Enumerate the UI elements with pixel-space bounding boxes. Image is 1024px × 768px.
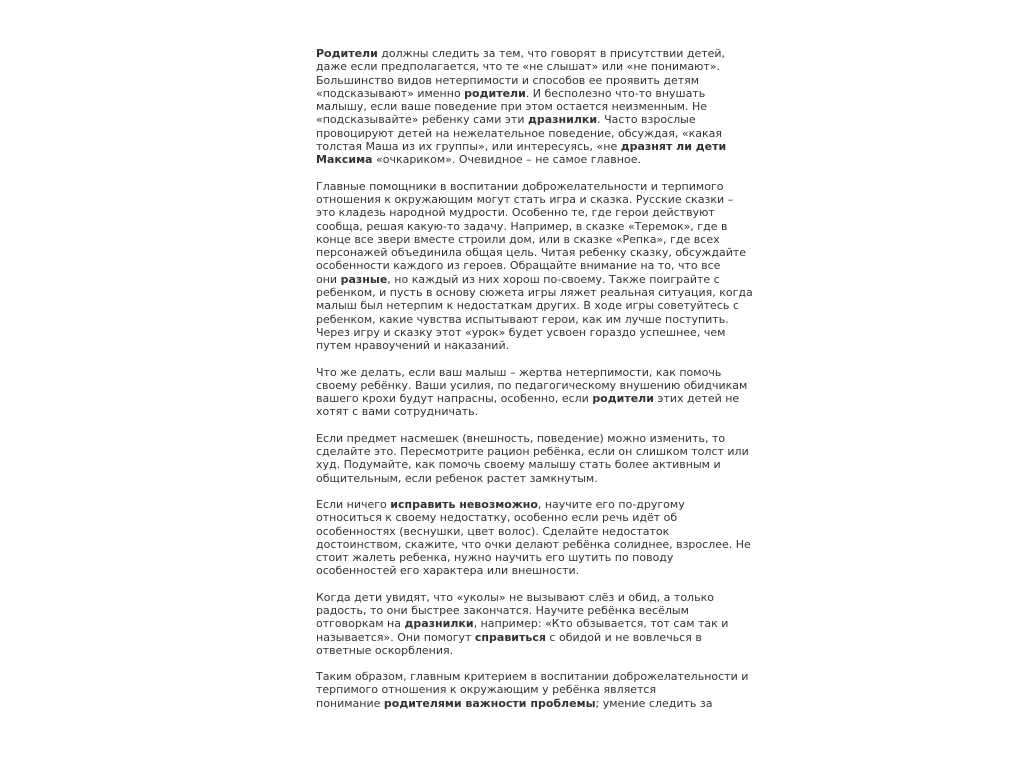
- text-line: [316, 246, 752, 259]
- text-run: путем нравоучений и наказаний.: [316, 339, 510, 353]
- text-line: [316, 498, 752, 511]
- paragraph: [316, 591, 752, 657]
- text-line: [316, 405, 752, 418]
- text-run: особенности каждого из героев. Обращайте внимание на то, что все: [316, 259, 721, 273]
- text-run: сделайте это. Пересмотрите рацион ребёнка, если он слишком толст или: [316, 445, 749, 459]
- text-run: вашего крохи будут напрасны, особенно, если: [316, 392, 593, 406]
- text-line: [316, 153, 752, 166]
- text-line: [316, 525, 752, 538]
- paragraph: [316, 432, 752, 485]
- text-line: [316, 472, 752, 485]
- text-line: [316, 180, 752, 193]
- text-line: [316, 286, 752, 299]
- text-run: понимание: [316, 696, 384, 710]
- text-line: [316, 617, 752, 630]
- text-run: Через игру и сказку этот «урок» будет усвоен гораздо успешнее, чем: [316, 325, 726, 339]
- text-run: особенностях (веснушки, цвет волос). Сделайте недостаток: [316, 524, 670, 538]
- text-run: терпимого отношения к окружающим у ребёнка является: [316, 683, 657, 697]
- text-line: [316, 140, 752, 153]
- text-run: худ. Подумайте, как помочь своему малышу стать более активным и: [316, 458, 721, 472]
- paragraph: [316, 180, 752, 353]
- text-run: Когда дети увидят, что «уколы» не вызывают слёз и обид, а только: [316, 590, 714, 604]
- paragraph: [316, 47, 752, 167]
- text-run: этих детей не: [653, 392, 740, 406]
- text-run: особенностей его характера или внешности.: [316, 564, 580, 578]
- text-run: Таким образом, главным критерием в воспитании доброжелательности и: [316, 670, 749, 684]
- text-line: [316, 379, 752, 392]
- text-run: хотят с вами сотрудничать.: [316, 405, 479, 419]
- bold-text-run: дразнилки: [404, 617, 474, 631]
- text-run: ребенком, какие чувства испытывают герои, как им лучше поступить.: [316, 312, 729, 326]
- text-run: общительным, если ребенок растет замкнутым.: [316, 471, 598, 485]
- text-run: «подсказывают» именно: [316, 86, 465, 100]
- text-line: [316, 74, 752, 87]
- text-line: [316, 259, 752, 272]
- bold-text-run: дразнилки: [527, 113, 598, 127]
- text-run: провоцируют детей на нежелательное поведение, обсуждая, «какая: [316, 126, 723, 140]
- text-run: достоинством, скажите, что очки делают ребёнка солиднее, взрослее. Не: [316, 537, 751, 551]
- bold-text-run: справиться: [474, 630, 546, 644]
- text-run: сообща, решая какую-то задачу. Например, в сказке «Теремок», где в: [316, 219, 728, 233]
- bold-text-run: разные: [340, 272, 388, 286]
- text-run: относиться к своему недостатку, особенно если речь идёт об: [316, 511, 678, 525]
- text-line: [316, 458, 752, 471]
- text-run: малыш был нетерпим к недостаткам других. В ходе игры советуйтесь с: [316, 299, 739, 313]
- text-run: Если ничего: [316, 497, 391, 511]
- text-line: [316, 299, 752, 312]
- paragraph: [316, 498, 752, 578]
- text-run: ; умение следить за: [595, 696, 713, 710]
- text-line: [316, 60, 752, 73]
- text-run: конце все звери вместе строили дом, или в сказке «Репка», где всех: [316, 232, 720, 246]
- text-line: [316, 113, 752, 126]
- text-run: «очкариком». Очевидное – не самое главное.: [372, 153, 641, 167]
- text-run: Что же делать, если ваш малыш – жертва нетерпимости, как помочь: [316, 365, 722, 379]
- text-line: [316, 339, 752, 352]
- text-line: [316, 564, 752, 577]
- bold-text-run: родителями важности проблемы: [383, 696, 596, 710]
- text-line: [316, 127, 752, 140]
- text-run: ответные оскорбления.: [316, 643, 454, 657]
- text-line: [316, 538, 752, 551]
- article-text: [316, 47, 752, 723]
- bold-text-run: родители: [592, 392, 654, 406]
- text-line: [316, 445, 752, 458]
- text-run: отговоркам на: [316, 617, 405, 631]
- text-line: [316, 366, 752, 379]
- text-run: с обидой и не вовлечься в: [545, 630, 702, 644]
- text-line: [316, 551, 752, 564]
- text-run: . И бесполезно что-то внушать: [525, 86, 706, 100]
- text-run: Большинство видов нетерпимости и способов ее проявить детям: [316, 73, 700, 87]
- text-line: [316, 432, 752, 445]
- text-line: [316, 670, 752, 683]
- text-line: [316, 392, 752, 405]
- text-run: называется». Они помогут: [316, 630, 475, 644]
- text-line: [316, 273, 752, 286]
- text-run: должны следить за тем, что говорят в присутствии детей,: [377, 47, 726, 60]
- text-line: [316, 47, 752, 60]
- text-line: [316, 683, 752, 696]
- text-line: [316, 591, 752, 604]
- text-run: Главные помощники в воспитании доброжелательности и терпимого: [316, 179, 724, 193]
- text-line: [316, 326, 752, 339]
- text-line: [316, 193, 752, 206]
- text-line: [316, 220, 752, 233]
- text-run: это кладезь народной мудрости. Особенно те, где герои действуют: [316, 206, 715, 220]
- text-line: [316, 631, 752, 644]
- text-run: ребенком, и пусть в основу сюжета игры ляжет реальная ситуация, когда: [316, 286, 753, 300]
- text-run: , например: «Кто обзывается, тот сам так и: [473, 617, 729, 631]
- bold-text-run: исправить невозможно: [390, 497, 538, 511]
- bold-text-run: родители: [464, 86, 526, 100]
- text-run: «подсказывайте» ребенку сами эти: [316, 113, 528, 127]
- text-line: [316, 206, 752, 219]
- bold-text-run: дразнят ли дети: [620, 140, 727, 154]
- text-run: малышу, если ваше поведение при этом остается неизменным. Не: [316, 100, 707, 114]
- bold-text-run: Родители: [316, 47, 378, 60]
- text-run: Если предмет насмешек (внешность, поведение) можно изменить, то: [316, 431, 726, 445]
- text-line: [316, 313, 752, 326]
- text-run: они: [316, 272, 341, 286]
- text-line: [316, 511, 752, 524]
- text-run: своему ребёнку. Ваши усилия, по педагогическому внушению обидчикам: [316, 378, 748, 392]
- text-run: , научите его по-другому: [537, 497, 685, 511]
- text-run: толстая Маша из их группы», или интересуясь, «не: [316, 140, 621, 154]
- text-run: , но каждый из них хорош по-своему. Также поиграйте с: [387, 272, 720, 286]
- text-line: [316, 100, 752, 113]
- text-line: [316, 233, 752, 246]
- text-line: [316, 604, 752, 617]
- text-run: даже если предполагается, что те «не слышат» или «не понимают».: [316, 60, 721, 74]
- paragraph: [316, 366, 752, 419]
- text-run: радость, то они быстрее закончатся. Научите ребёнка весёлым: [316, 603, 689, 617]
- paragraph: [316, 670, 752, 710]
- text-line: [316, 87, 752, 100]
- text-run: отношения к окружающим могут стать игра и сказка. Русские сказки –: [316, 192, 734, 206]
- text-line: [316, 644, 752, 657]
- text-run: стоит жалеть ребенка, нужно научить его шутить по поводу: [316, 551, 674, 565]
- bold-text-run: Максима: [316, 153, 373, 167]
- text-line: [316, 697, 752, 710]
- text-run: персонажей объединила общая цель. Читая ребенку сказку, обсуждайте: [316, 246, 747, 260]
- text-run: . Часто взрослые: [597, 113, 696, 127]
